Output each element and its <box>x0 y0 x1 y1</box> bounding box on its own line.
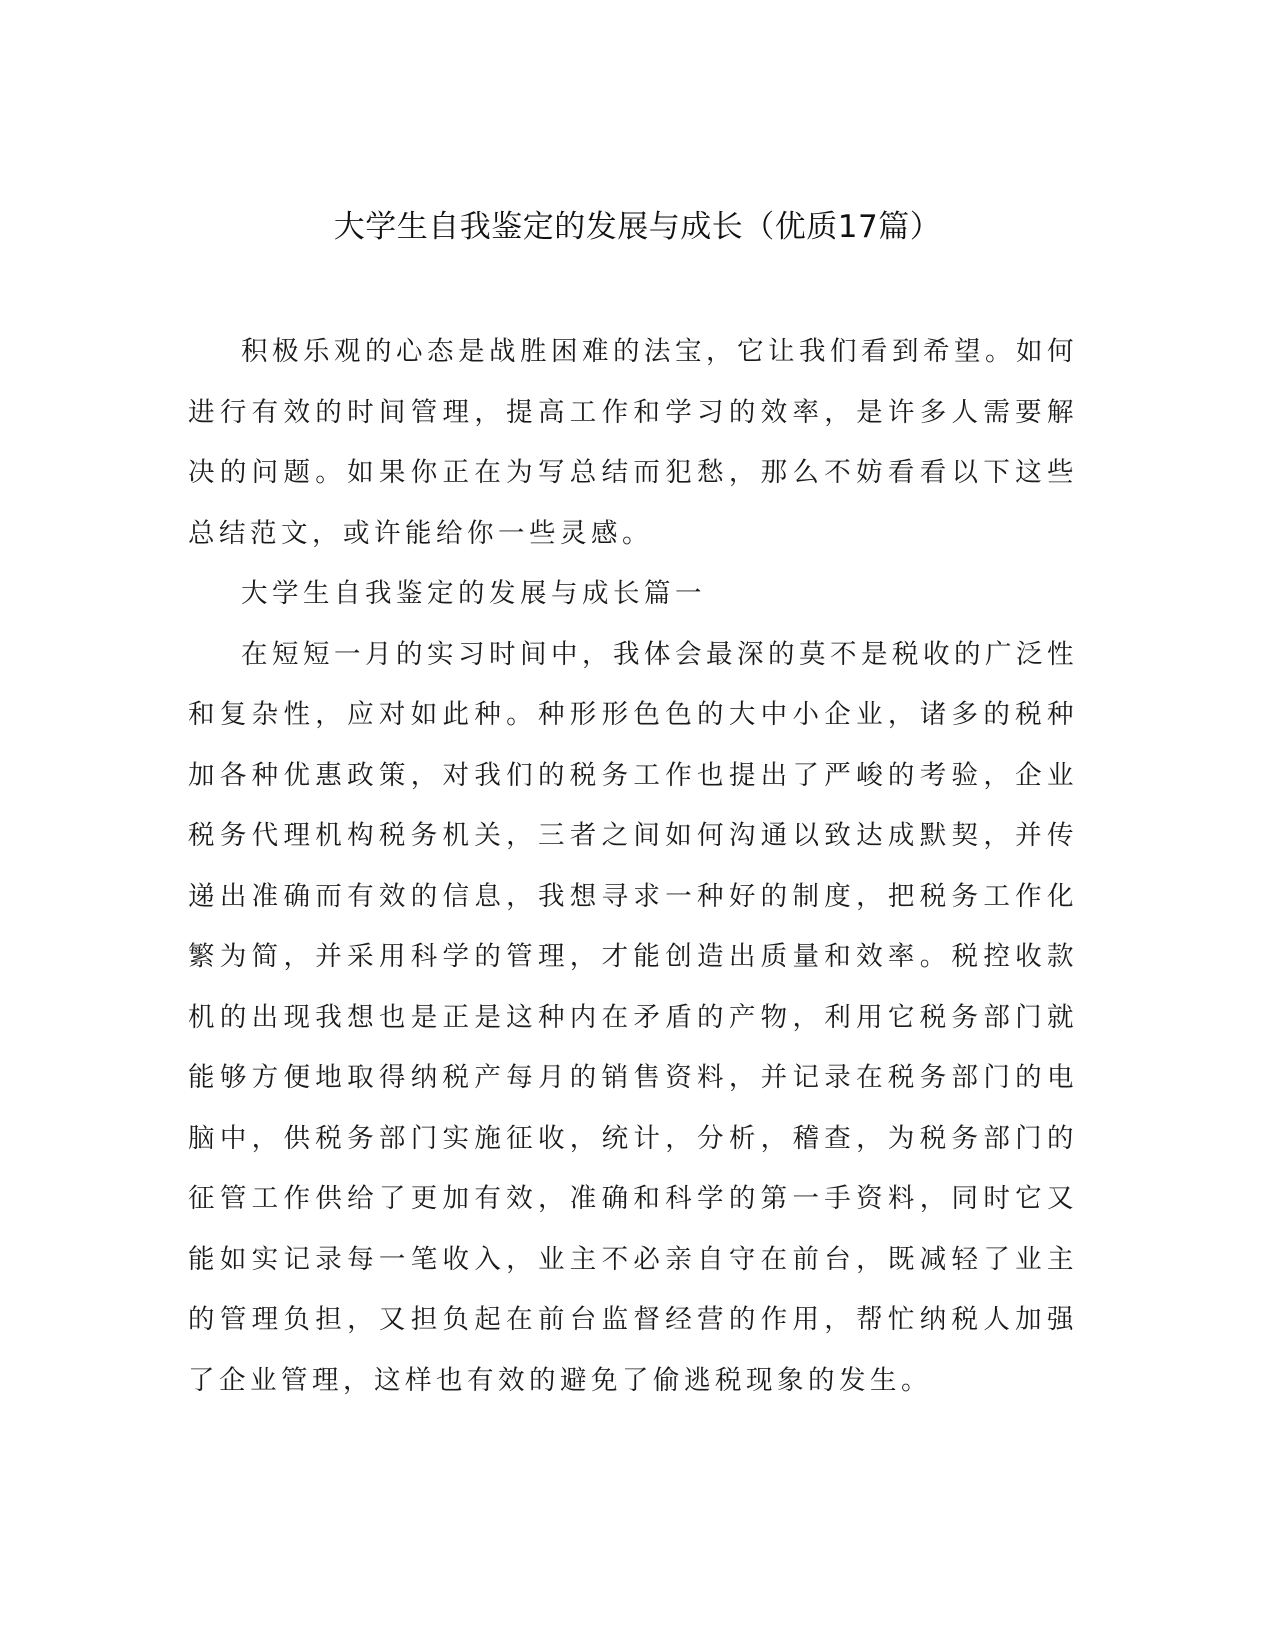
document-title: 大学生自我鉴定的发展与成长（优质17篇） <box>333 209 942 245</box>
section-heading: 大学生自我鉴定的发展与成长篇一 <box>241 578 706 609</box>
section-paragraph: 在短短一月的实习时间中，我体会最深的莫不是税收的广泛性和复杂性，应对如此种。种形形色色的大中小企业，诸多的税种加各种优惠政策，对我们的税务工作也提出了严峻的考验，企业税务代理机构税务机关，三者之间如何沟通以致达成默契，并传递出准确而有效的信息，我想寻求一种好的制度，把税务工作化繁为简，并采用科学的管理，才能创造出质量和效率。税控收款机的出现我想也是正是这种内在矛盾的产物，利用它税务部门就能够方便地取得纳税产每月的销售资料，并记录在税务部门的电脑中，供税务部门实施征收，统计，分析，稽查，为税务部门的征管工作供给了更加有效，准确和科学的第一手资料，同时它又能如实记录每一笔收入，业主不必亲自守在前台，既减轻了业主的管理负担，又担负起在前台监督经营的作用，帮忙纳税人加强了企业管理，这样也有效的避免了偷逃税现象的发生。 <box>188 638 1078 1396</box>
document-body <box>188 322 1078 1411</box>
intro-paragraph: 积极乐观的心态是战胜困难的法宝，它让我们看到希望。如何进行有效的时间管理，提高工作和学习的效率，是许多人需要解决的问题。如果你正在为写总结而犯愁，那么不妨看看以下这些总结范文，或许能给你一些灵感。 <box>188 336 1078 549</box>
